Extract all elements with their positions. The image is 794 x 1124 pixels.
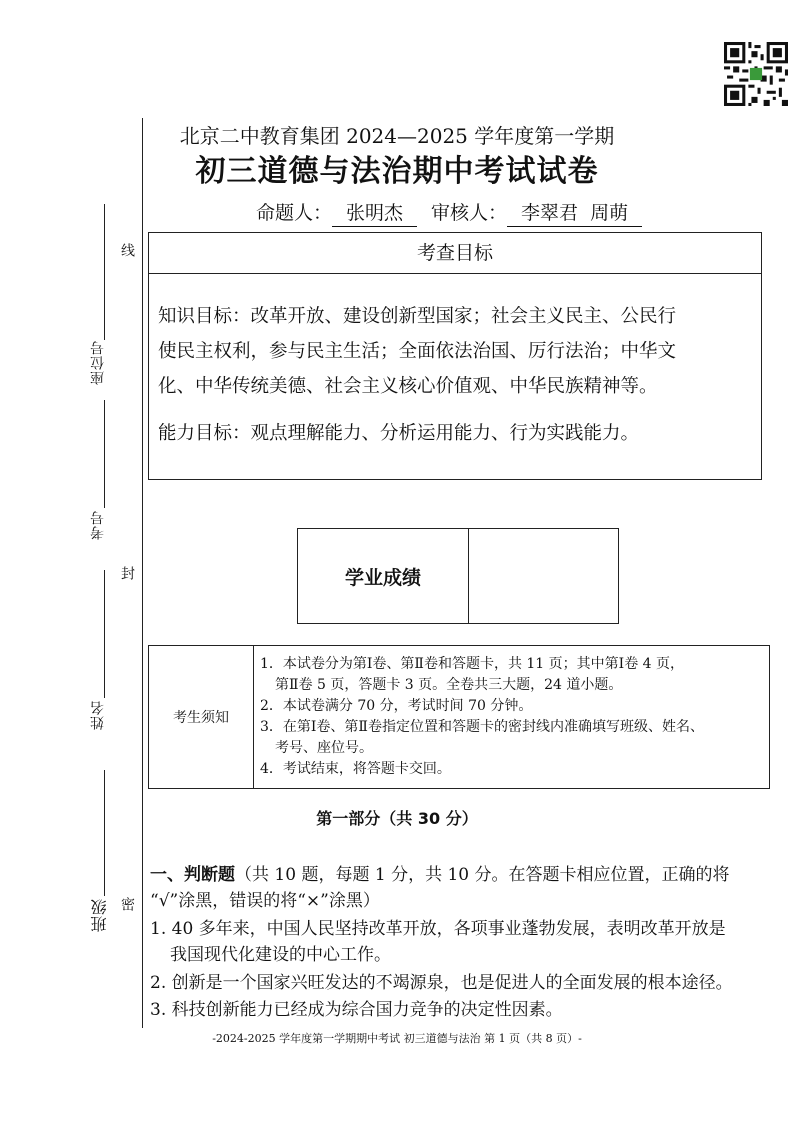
exam-title: 初三道德与法治期中考试试卷 (195, 154, 599, 189)
page-footer: -2024-2025 学年度第一学期期中考试 初三道德与法治 第 1 页（共 8 页）- (212, 1032, 582, 1045)
author-label: 命题人： (256, 202, 333, 224)
question-3: 3. 科技创新能力已经成为综合国力竞争的决定性因素。 (150, 1000, 563, 1020)
question-2: 2. 创新是一个国家兴旺发达的不竭源泉，也是促进人的全面发展的根本途径。 (150, 973, 733, 993)
binding-line (142, 118, 143, 1028)
notice-item: 考号、座位号。 (275, 740, 373, 756)
exam-number-underline (104, 400, 105, 508)
exam-notice-box (148, 645, 770, 789)
section-one-instructions: （共 10 题，每题 1 分，共 10 分。在答题卡相应位置，正确的将 (235, 865, 730, 885)
notice-label: 考生须知 (149, 646, 254, 788)
name-label: 姓名 (90, 700, 106, 730)
knowledge-line-3: 化、中华传统美德、社会主义核心价值观、中华民族精神等。 (158, 376, 658, 397)
objectives-title: 考查目标 (149, 233, 761, 274)
author-name: 张明杰 (332, 198, 417, 227)
name-underline (104, 570, 105, 698)
reviewer-names: 李翠君 周萌 (507, 198, 642, 227)
section-one-instructions-2: “√”涂黑，错误的将“×”涂黑） (150, 891, 380, 911)
score-label: 学业成绩 (298, 529, 469, 623)
notice-item: 3．在第Ⅰ卷、第Ⅱ卷指定位置和答题卡的密封线内准确填写班级、姓名、 (260, 719, 704, 735)
school-line: 北京二中教育集团 2024—2025 学年度第一学期 (179, 124, 615, 148)
seal-mark-line: 线 (119, 243, 135, 257)
notice-item: 1．本试卷分为第Ⅰ卷、第Ⅱ卷和答题卡，共 11 页；其中第Ⅰ卷 4 页， (260, 656, 685, 672)
notice-list (260, 654, 765, 780)
class-label: 班级 (90, 898, 109, 932)
section-one-heading: 一、判断题 (150, 865, 235, 885)
seal-mark-seal: 封 (119, 566, 135, 580)
knowledge-line-2: 使民主权利，参与民主生活；全面依法治国、厉行法治；中华文 (158, 341, 677, 362)
score-value-field[interactable] (469, 529, 618, 623)
part-one-title: 第一部分（共 30 分） (316, 809, 478, 828)
class-underline (104, 770, 105, 896)
knowledge-line-1: 知识目标：改革开放、建设创新型国家；社会主义民主、公民行 (158, 306, 677, 327)
objectives-text (158, 299, 755, 451)
section-one-heading-line (150, 864, 730, 886)
notice-item: 第Ⅱ卷 5 页，答题卡 3 页。全卷共三大题，24 道小题。 (275, 677, 623, 693)
ability-objective: 能力目标：观点理解能力、分析运用能力、行为实践能力。 (158, 423, 640, 444)
score-box (297, 528, 619, 624)
objectives-box (148, 232, 762, 480)
notice-item: 2．本试卷满分 70 分，考试时间 70 分钟。 (260, 698, 533, 714)
seal-mark-secret: 密 (119, 897, 135, 911)
seat-underline (104, 204, 105, 340)
notice-item: 4．考试结束，将答题卡交回。 (260, 761, 451, 777)
qr-code-icon (724, 42, 788, 106)
authors-line (256, 198, 656, 227)
seat-number-label: 座位号 (90, 340, 106, 385)
question-1-continued: 我国现代化建设的中心工作。 (170, 945, 391, 965)
reviewer-label: 审核人： (431, 202, 508, 224)
exam-number-label: 考号 (90, 510, 106, 540)
question-1: 1. 40 多年来，中国人民坚持改革开放，各项事业蓬勃发展，表明改革开放是 (150, 919, 726, 939)
